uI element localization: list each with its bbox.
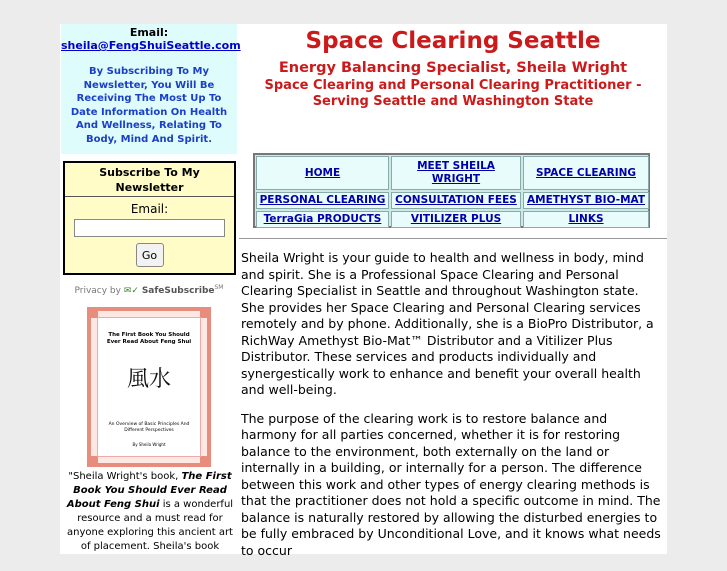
feng-shui-glyph: 風水 <box>126 367 171 392</box>
intro-paragraph: Sheila Wright is your guide to health and wellness in body, mind and spirit. She is a Professional Space Clearing and Personal Clearing Specialist in Seattle and throughout Washington state. She provides her Space Clearing and Personal Clearing services remotely and by phone. Additionally, she is a BioPro Distributor, a RichWay Amethyst Bio-Mat™ Distributor and a Vitilizer Plus Distributor. These services and products individually and synergestically work to enhance and benefit your overall health and well-being. <box>241 250 654 397</box>
nav-space-clearing[interactable]: SPACE CLEARING <box>523 156 649 190</box>
section-divider <box>239 238 667 239</box>
privacy-row <box>60 281 238 295</box>
page-subtitle: Energy Balancing Specialist, Sheila Wright <box>278 60 628 76</box>
book-cover-inner <box>97 317 201 457</box>
email-label: Email: <box>129 26 169 39</box>
sidebar <box>60 24 241 554</box>
privacy-label: Privacy by <box>74 286 121 296</box>
safesubscribe-link[interactable]: SafeSubscribe <box>141 286 215 296</box>
book-title-link[interactable]: The First Book You Should Ever Read About Feng Shui <box>66 471 232 510</box>
newsletter-go-button[interactable]: Go <box>136 243 164 267</box>
newsletter-email-label: Email: <box>130 202 169 216</box>
cover-corner-ornament <box>89 456 98 465</box>
book-cover-image[interactable] <box>87 307 211 467</box>
nav-amethyst-bio-mat[interactable]: AMETHYST BIO-MAT <box>523 192 649 209</box>
service-mark: SM <box>214 284 224 291</box>
newsletter-email-input[interactable] <box>74 219 225 237</box>
subscribe-blurb: By Subscribing To My Newsletter, You Will Be Receiving The Most Up To Date Information On Health And Wellness, Relating To Body, Mind And Spirit. <box>70 66 228 145</box>
safesubscribe-check-icon: ✉︎✓ <box>123 286 139 296</box>
book-cover-author: By Sheila Wright <box>132 442 166 447</box>
purpose-paragraph: The purpose of the clearing work is to restore balance and harmony for all parties concerned, whether it is for restoring balance to the environment, both externally on the land or internally in a building, or internally for a person. The difference between this work and other types of energy clearing methods is that the practitioner does not hold a specific outcome in mind. The balance is naturally restored by allowing the disturbed energies to be fully embraced by Unconditional Love, and it knows what needs to occur <box>241 410 661 558</box>
cover-corner-ornament <box>200 456 209 465</box>
email-box <box>61 24 241 154</box>
cover-corner-ornament <box>200 309 209 318</box>
nav-meet-sheila-wright[interactable]: MEET SHEILA WRIGHT <box>391 156 521 190</box>
page <box>60 24 667 558</box>
book-testimonial <box>62 470 238 554</box>
nav-menu <box>253 153 650 228</box>
newsletter-signup-box <box>63 161 236 275</box>
nav-terragia-products[interactable]: TerraGia PRODUCTS <box>256 211 389 228</box>
quote-open: "Sheila Wright's book, <box>68 471 182 482</box>
page-title: Space Clearing Seattle <box>305 28 601 54</box>
book-cover-subtitle: An Overview of Basic Principles And Different Perspectives <box>108 422 190 433</box>
newsletter-title: Subscribe To My Newsletter <box>65 163 234 197</box>
email-link[interactable]: sheila@FengShuiSeattle.com <box>61 39 241 52</box>
quote-rest: is a wonderful resource and a must read for anyone exploring this ancient art of placement. Sheila's book <box>67 499 234 552</box>
book-cover-title: The First Book You Should Ever Read About Feng Shui <box>106 332 192 345</box>
nav-consultation-fees[interactable]: CONSULTATION FEES <box>391 192 521 209</box>
body-text <box>241 250 665 571</box>
nav-personal-clearing[interactable]: PERSONAL CLEARING <box>256 192 389 209</box>
nav-home[interactable]: HOME <box>256 156 389 190</box>
nav-vitilizer-plus[interactable]: VITILIZER PLUS <box>391 211 521 228</box>
nav-links[interactable]: LINKS <box>523 211 649 228</box>
page-tagline: Space Clearing and Personal Clearing Practitioner - Serving Seattle and Washington State <box>264 78 642 109</box>
